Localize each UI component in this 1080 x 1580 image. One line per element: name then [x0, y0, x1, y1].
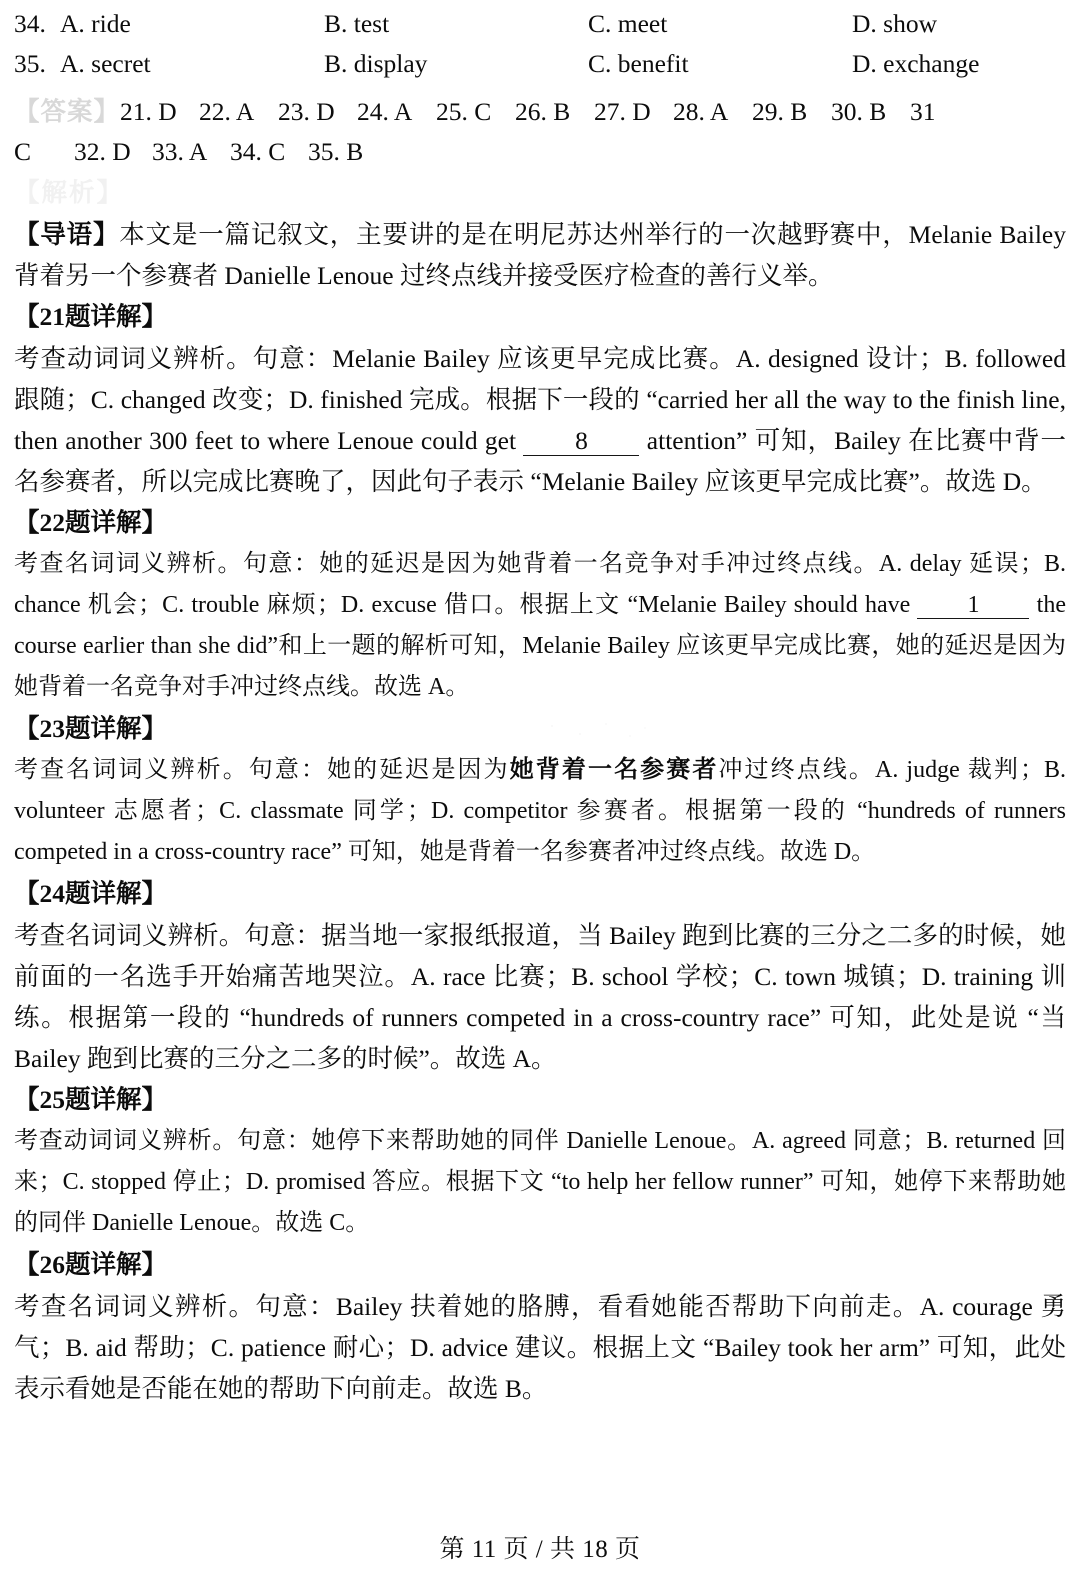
- intro-text: 本文是一篇记叙文，主要讲的是在明尼苏达州举行的一次越野赛中，Melanie Bailey 背着另一个参赛者 Danielle Lenoue 过终点线并接受医疗检查的善行义举。: [14, 220, 1066, 290]
- explanation-body-25: 考查动词词义辨析。句意：她停下来帮助她的同伴 Danielle Lenoue。A. agreed 同意；B. returned 回来；C. stopped 停止；D. promised 答应。根据下文 “to help her fellow runner” 可知，她停下来帮助她的同伴 Danielle Lenoue。故选 C。: [14, 1128, 1066, 1236]
- intro-label: 【导语】: [14, 220, 120, 249]
- answer-item: 35. B: [308, 137, 364, 166]
- analysis-marker: 【解析】: [14, 178, 125, 207]
- option-d: D. exchange: [852, 49, 980, 78]
- answer-marker: 【答案】: [14, 97, 121, 126]
- explanation-heading-25: 【25题详解】: [14, 1085, 168, 1114]
- explanation-body-24: 考查名词词义辨析。句意：据当地一家报纸报道，当 Bailey 跑到比赛的三分之二多的时候，她前面的一名选手开始痛苦地哭泣。A. race 比赛；B. school 学校；C. town 城镇；D. training 训练。根据第一段的 “hundreds of runners competed in a cross-country race” 可知，此处是说 “当 Bailey 跑到比赛的三分之二多的时候”。故选 A。: [14, 921, 1066, 1073]
- option-c: C. benefit: [588, 49, 689, 78]
- option-a: A. ride: [60, 9, 131, 38]
- fill-in-blank: 8: [523, 428, 639, 456]
- explanation-text-part2: the course earlier than she did”和上一题的解析可知，Melanie Bailey 应该更早完成比赛，她的延迟是因为她背着一名竞争对手冲过终点线。故选 A。: [14, 592, 1066, 700]
- explanation-body-22: [14, 544, 1066, 708]
- explanation-heading-26: 【26题详解】: [14, 1250, 168, 1279]
- explanation-heading-22: 【22题详解】: [14, 508, 168, 537]
- question-number: 34.: [14, 9, 46, 38]
- explanation-heading-21: 【21题详解】: [14, 302, 168, 331]
- option-b: B. test: [324, 9, 390, 38]
- answer-item: 32. D: [74, 137, 131, 166]
- answer-item: 31: [910, 97, 936, 126]
- answer-item: 23. D: [278, 97, 335, 126]
- answer-item: 26. B: [515, 97, 571, 126]
- intro-paragraph: [14, 214, 1066, 296]
- question-number: 35.: [14, 49, 46, 78]
- option-c: C. meet: [588, 9, 668, 38]
- option-b: B. display: [324, 49, 428, 78]
- explanation-text-part2: 冲过终点线。A. judge 裁判；B. volunteer 志愿者；C. classmate 同学；D. competitor 参赛者。根据第一段的 “hundreds of runners competed in a cross-country race” 可知，她是背着一名参赛者冲过终点线。故选 D。: [14, 757, 1067, 865]
- explanation-emphasis: 她背着一名参赛者: [509, 757, 719, 783]
- question-option-row: [14, 44, 1066, 84]
- option-d: D. show: [852, 9, 938, 38]
- fill-in-blank: 1: [917, 593, 1029, 619]
- answer-item: 34. C: [230, 137, 286, 166]
- explanation-heading-23: 【23题详解】: [14, 714, 168, 743]
- page-footer: 第 11 页 / 共 18 页: [439, 1536, 641, 1563]
- explanation-heading-24: 【24题详解】: [14, 879, 168, 908]
- answer-item: 29. B: [752, 97, 808, 126]
- option-a: A. secret: [60, 49, 151, 78]
- explanation-text-part1: 考查名词词义辨析。句意：她的延迟是因为: [14, 757, 510, 783]
- explanation-body-23: [14, 750, 1066, 873]
- answer-item: 33. A: [152, 137, 208, 166]
- explanation-body-21: [14, 338, 1066, 502]
- answer-item: 25. C: [436, 97, 492, 126]
- explanation-text-part2: attention” 可知，Bailey 在比赛中背一名参赛者，所以完成比赛晚了，因此句子表示 “Melanie Bailey 应该更早完成比赛”。故选 D。: [14, 426, 1066, 496]
- answer-item: 27. D: [594, 97, 651, 126]
- answer-item: 28. A: [673, 97, 729, 126]
- answer-item: 22. A: [199, 97, 255, 126]
- answer-item: 21. D: [120, 97, 177, 126]
- explanation-body-26: 考查名词词义辨析。句意：Bailey 扶着她的胳膊，看看她能否帮助下向前走。A. courage 勇气；B. aid 帮助；C. patience 耐心；D. advice 建议。根据上文 “Bailey took her arm” 可知，此处表示看她是否能在她的帮助下向前走。故选 B。: [14, 1292, 1066, 1403]
- question-option-row: [14, 4, 1066, 44]
- answer-item: 30. B: [831, 97, 887, 126]
- answer-key-row-1: [14, 92, 1066, 132]
- answer-item: C: [14, 137, 32, 166]
- explanation-text-part1: 考查名词词义辨析。句意：她的延迟是因为她背着一名竞争对手冲过终点线。A. delay 延误；B. chance 机会；C. trouble 麻烦；D. excuse 借口。根据上文 “Melanie Bailey should have: [14, 551, 1066, 618]
- answer-item: 24. A: [357, 97, 413, 126]
- explanation-text-part1: 考查动词词义辨析。句意：Melanie Bailey 应该更早完成比赛。A. designed 设计；B. followed 跟随；C. changed 改变；D. finished 完成。根据下一段的 “carried her all the way to the finish line, then another 300 feet to where Lenoue could get: [14, 344, 1066, 455]
- answer-key-row-2: [14, 132, 1066, 172]
